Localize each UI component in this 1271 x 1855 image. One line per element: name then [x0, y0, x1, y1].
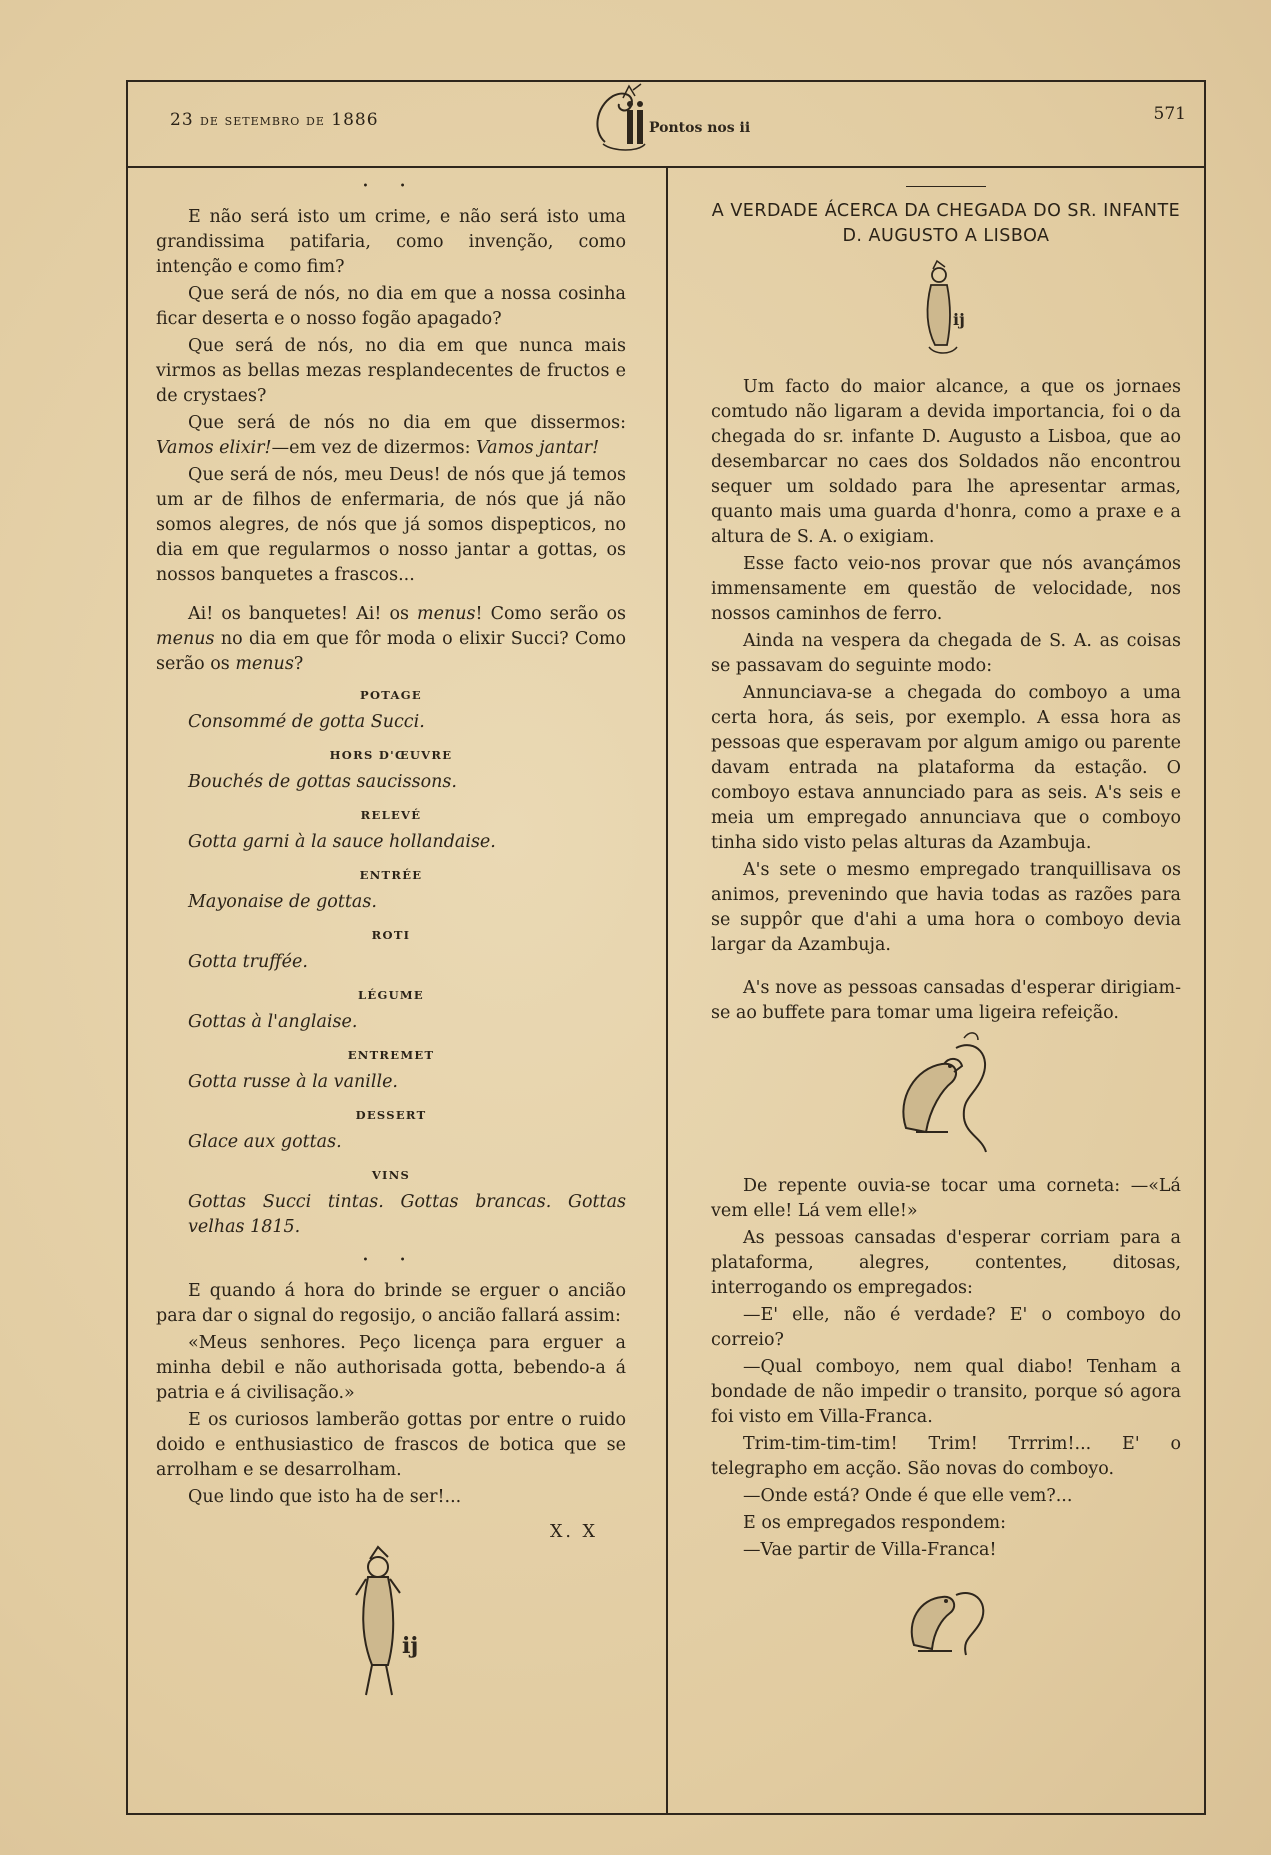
- svg-text:ij: ij: [953, 310, 965, 329]
- menu-list: [156, 683, 626, 1240]
- paragraph: [156, 411, 626, 461]
- page-number: 571: [1153, 104, 1186, 124]
- text-run: ?: [293, 654, 304, 674]
- svg-text:ij: ij: [402, 1633, 419, 1659]
- paragraph: As pessoas cansadas d'esperar corriam para a plataforma, alegres, contentes, ditosas, interrogando os empregados:: [711, 1228, 1181, 1298]
- menu-course-item: Gotta truffée.: [188, 952, 308, 972]
- text-run-italic: Vamos jantar!: [476, 438, 600, 458]
- text-run-italic: menus: [417, 604, 476, 624]
- menu-course-heading: DESSERT: [355, 1108, 427, 1122]
- menu-course-item: Gotta garni à la sauce hollandaise.: [188, 832, 496, 852]
- menu-course-heading: ROTI: [371, 928, 411, 942]
- paragraph: Que será de nós, no dia em que a nossa cosinha ficar deserta e o nosso fogão apagado?: [156, 284, 626, 329]
- paragraph: E não será isto um crime, e não será isto uma grandissima patifaria, como invenção, como intenção e como fim?: [156, 207, 626, 277]
- paragraph: —E' elle, não é verdade? E' o comboyo do correio?: [711, 1305, 1181, 1350]
- page-header: [128, 82, 1204, 168]
- paragraph: Esse facto veio-nos provar que nós avançámos immensamente em questão de velocidade, nos nossos caminhos de ferro.: [711, 554, 1181, 624]
- date-month: de setembro de: [200, 111, 325, 129]
- paragraph: E os curiosos lamberão gottas por entre o ruido doido e enthusiastico de frascos de botica que se arrolham e se desarrolham.: [156, 1410, 626, 1480]
- right-column: [711, 166, 1181, 1813]
- paragraph: Um facto do maior alcance, a que os jornaes comtudo não ligaram a devida importancia, foi o da chegada do sr. infante D. Augusto a Lisboa, que ao desembarcar no caes dos Soldados não encontrou sequer um soldado para lhe apresentar armas, quanto mais uma guarda d'honra, como a praxe e a altura de S. A. o exigiam.: [711, 377, 1181, 547]
- spacer: [711, 359, 1181, 375]
- paragraph: —Qual comboyo, nem qual diabo! Tenham a bondade de não impedir o transito, porque só agora foi visto em Villa-Franca.: [711, 1357, 1181, 1427]
- menu-course-heading: LÉGUME: [358, 988, 424, 1002]
- masthead-logo: [583, 82, 751, 158]
- menu-course-heading: VINS: [371, 1168, 411, 1182]
- logo-text: Pontos nos ii: [649, 120, 751, 136]
- menu-course-heading: RELEVÉ: [360, 808, 422, 822]
- jester-figure-illustration: [336, 1545, 446, 1705]
- small-jester-illustration: [911, 259, 981, 359]
- text-run-italic: menus: [156, 629, 215, 649]
- paragraph: Annunciava-se a chegada do comboyo a uma certa hora, ás seis, por exemplo. A essa hora as pessoas que esperavam por algum amigo ou parente davam entrada na plataforma da estação. O comboyo estava annunciado para as seis. A's seis e meia um empregado annunciava que o comboyo tinha sido visto pelas alturas da Azambuja.: [711, 683, 1181, 853]
- paragraph: Que será de nós, meu Deus! de nós que já temos um ar de filhos de enfermaria, de nós que já não somos alegres, de nós que já somos dispepticos, no dia em que regularmos o nosso jantar a gottas, os nossos banquetes a frascos...: [156, 465, 626, 585]
- date-day: 23: [170, 110, 194, 130]
- date-year: 1886: [331, 110, 379, 130]
- text-run: no dia em que fôr moda o elixir Succi? Como serão os: [156, 629, 626, 674]
- menu-course-item: Consommé de gotta Succi.: [188, 712, 425, 732]
- issue-date: [170, 110, 379, 130]
- menu-course-heading: POTAGE: [360, 688, 422, 702]
- section-stars: • •: [362, 1255, 420, 1266]
- text-run-italic: menus: [235, 654, 294, 674]
- section-stars: • •: [362, 181, 420, 192]
- spacer: [711, 1158, 1181, 1174]
- bird-vignette-illustration: [896, 1565, 996, 1665]
- paragraph: E quando á hora do brinde se erguer o ancião para dar o signal do regosijo, o ancião fallará assim:: [156, 1281, 626, 1326]
- author-signature: X. X: [549, 1522, 598, 1542]
- paragraph: A's sete o mesmo empregado tranquillisava os animos, prevenindo que havia todas as razões para se suppôr que d'ahi a uma hora o comboyo devia largar da Azambuja.: [711, 860, 1181, 955]
- column-divider: [666, 166, 668, 1813]
- left-column: [156, 166, 626, 1813]
- paragraph: [156, 602, 626, 677]
- article-title: A VERDADE ÁCERCA DA CHEGADA DO SR. INFANTE D. AUGUSTO A LISBOA: [711, 201, 1181, 246]
- menu-course-heading: HORS D'ŒUVRE: [329, 748, 453, 762]
- paragraph: A's nove as pessoas cansadas d'esperar dirigiam-se ao buffete para tomar uma ligeira refeição.: [711, 978, 1181, 1023]
- text-run-italic: Vamos elixir!: [156, 438, 272, 458]
- menu-course-item: Glace aux gottas.: [188, 1132, 342, 1152]
- menu-course-heading: ENTREMET: [347, 1048, 435, 1062]
- paragraph: —Vae partir de Villa-Franca!: [743, 1540, 997, 1560]
- menu-course-item: Gotta russe à la vanille.: [188, 1072, 398, 1092]
- parrot-illustration: [886, 1028, 1006, 1158]
- menu-course-heading: ENTRÉE: [359, 868, 423, 882]
- menu-course-item: Mayonaise de gottas.: [188, 892, 377, 912]
- spacer: [711, 960, 1181, 976]
- title-rule: [906, 186, 986, 187]
- paragraph: Que será de nós, no dia em que nunca mais virmos as bellas mezas resplandecentes de fructos e de crystaes?: [156, 336, 626, 406]
- paragraph: Que lindo que isto ha de ser!...: [188, 1487, 462, 1507]
- paragraph: —Onde está? Onde é que elle vem?...: [743, 1486, 1073, 1506]
- paragraph: Trim-tim-tim-tim! Trim! Trrrim!... E' o telegrapho em acção. São novas do comboyo.: [711, 1434, 1181, 1479]
- text-run: Ai! os banquetes! Ai! os: [188, 604, 418, 624]
- menu-course-item: Gottas à l'anglaise.: [188, 1012, 358, 1032]
- text-run: —em vez de dizermos:: [271, 438, 477, 458]
- menu-course-item: Gottas Succi tintas. Gottas brancas. Gottas velhas 1815.: [188, 1192, 626, 1237]
- page-frame: [126, 80, 1206, 1815]
- text-run: Que será de nós no dia em que dissermos:: [188, 413, 626, 433]
- paragraph: «Meus senhores. Peço licença para erguer a minha debil e não authorisada gotta, bebendo-a á patria e á civilisação.»: [156, 1333, 626, 1403]
- text-run: ! Como serão os: [475, 604, 626, 624]
- paragraph: E os empregados respondem:: [743, 1513, 1006, 1533]
- paragraph: De repente ouvia-se tocar uma corneta: —«Lá vem elle! Lá vem elle!»: [711, 1176, 1181, 1221]
- paragraph: Ainda na vespera da chegada de S. A. as coisas se passavam do seguinte modo:: [711, 631, 1181, 676]
- menu-course-item: Bouchés de gottas saucissons.: [188, 772, 457, 792]
